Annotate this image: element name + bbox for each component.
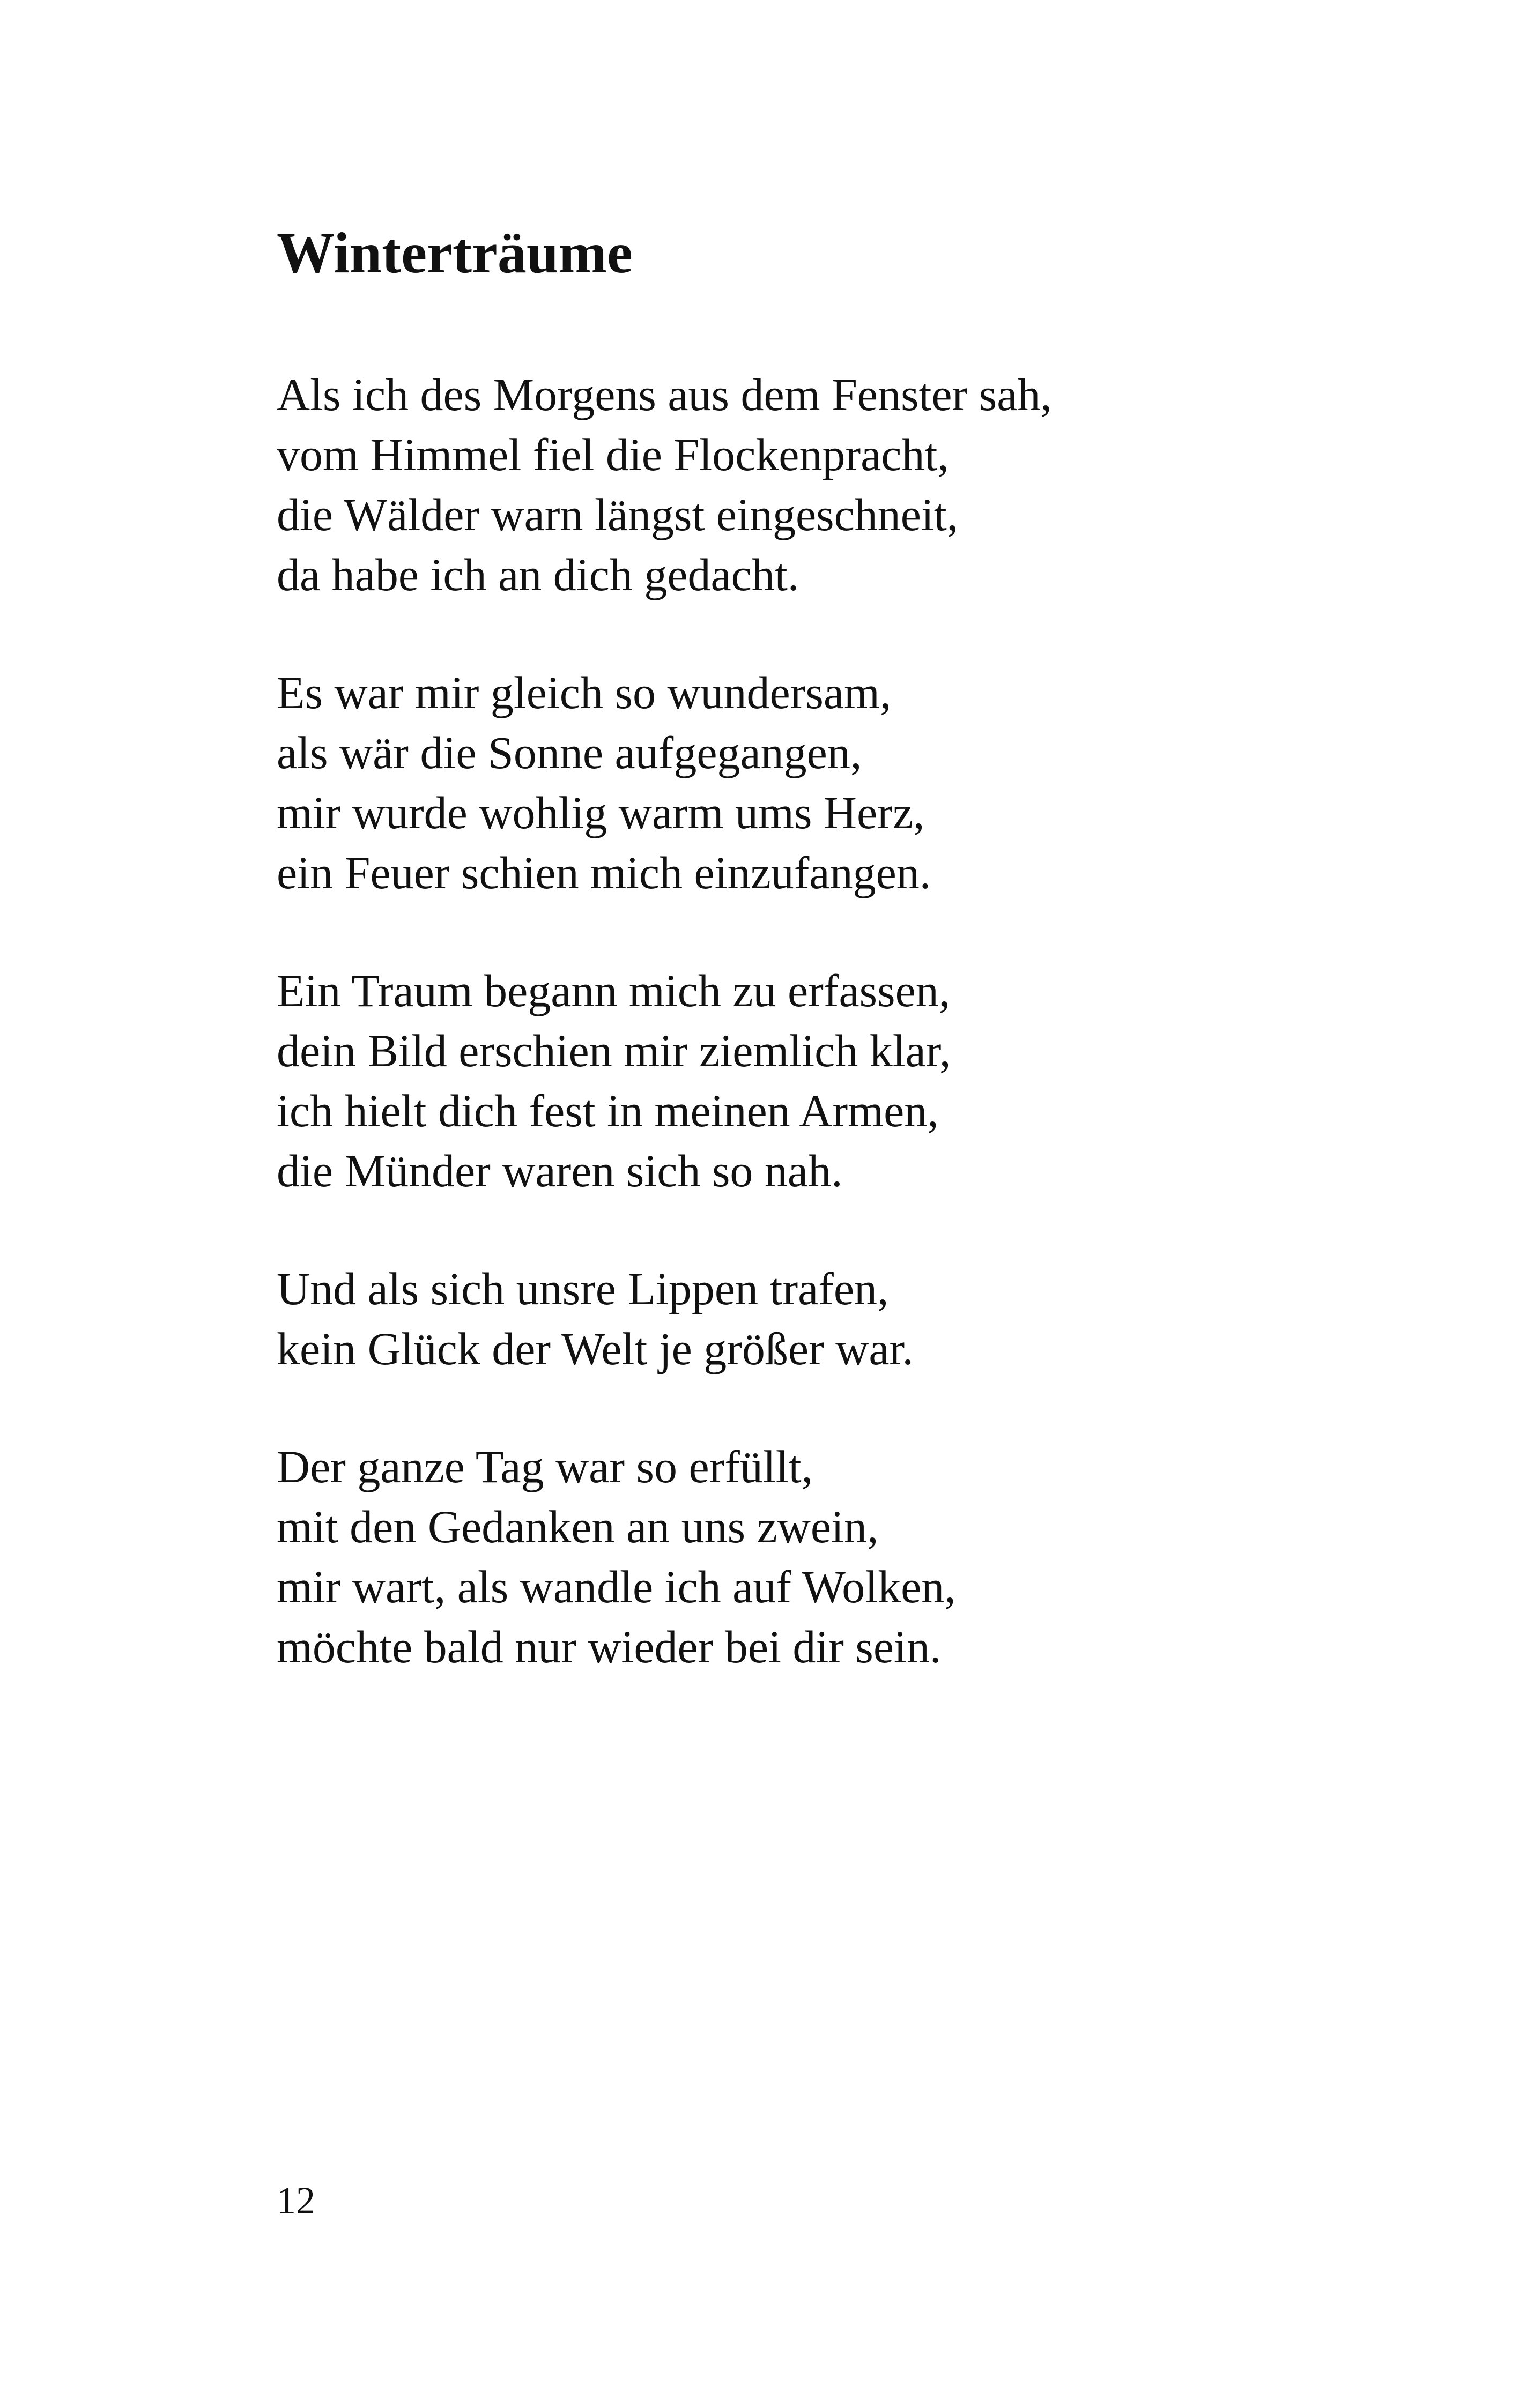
poem-line: Ein Traum begann mich zu erfassen, xyxy=(277,965,951,1016)
poem-body xyxy=(277,365,1349,1735)
stanza-1 xyxy=(277,365,1349,605)
poem-line: die Münder waren sich so nah. xyxy=(277,1145,843,1196)
stanza-4 xyxy=(277,1259,1349,1379)
poem-line: als wär die Sonne aufgegangen, xyxy=(277,727,862,778)
poem-line: möchte bald nur wieder bei dir sein. xyxy=(277,1621,942,1673)
poem-line: dein Bild erschien mir ziemlich klar, xyxy=(277,1025,951,1076)
page-number: 12 xyxy=(277,2179,315,2222)
poem-line: mir wart, als wandle ich auf Wolken, xyxy=(277,1561,956,1612)
poem-line: die Wälder warn längst eingeschneit, xyxy=(277,489,959,540)
poem-line: Und als sich unsre Lippen trafen, xyxy=(277,1263,889,1314)
stanza-5 xyxy=(277,1437,1349,1677)
poem-line: Als ich des Morgens aus dem Fenster sah, xyxy=(277,369,1052,420)
stanza-2 xyxy=(277,663,1349,903)
poem-line: Der ganze Tag war so erfüllt, xyxy=(277,1441,813,1492)
poem-line: ein Feuer schien mich einzufangen. xyxy=(277,847,931,898)
poem-line: vom Himmel fiel die Flockenpracht, xyxy=(277,429,949,480)
poem-line: mit den Gedanken an uns zwein, xyxy=(277,1501,879,1552)
poem-line: kein Glück der Welt je größer war. xyxy=(277,1323,914,1374)
poem-line: ich hielt dich fest in meinen Armen, xyxy=(277,1085,939,1136)
poem-line: da habe ich an dich gedacht. xyxy=(277,549,799,600)
poem-line: mir wurde wohlig warm ums Herz, xyxy=(277,787,925,838)
poem-line: Es war mir gleich so wundersam, xyxy=(277,667,892,718)
stanza-3 xyxy=(277,961,1349,1201)
poem-title: Winterträume xyxy=(277,221,633,285)
